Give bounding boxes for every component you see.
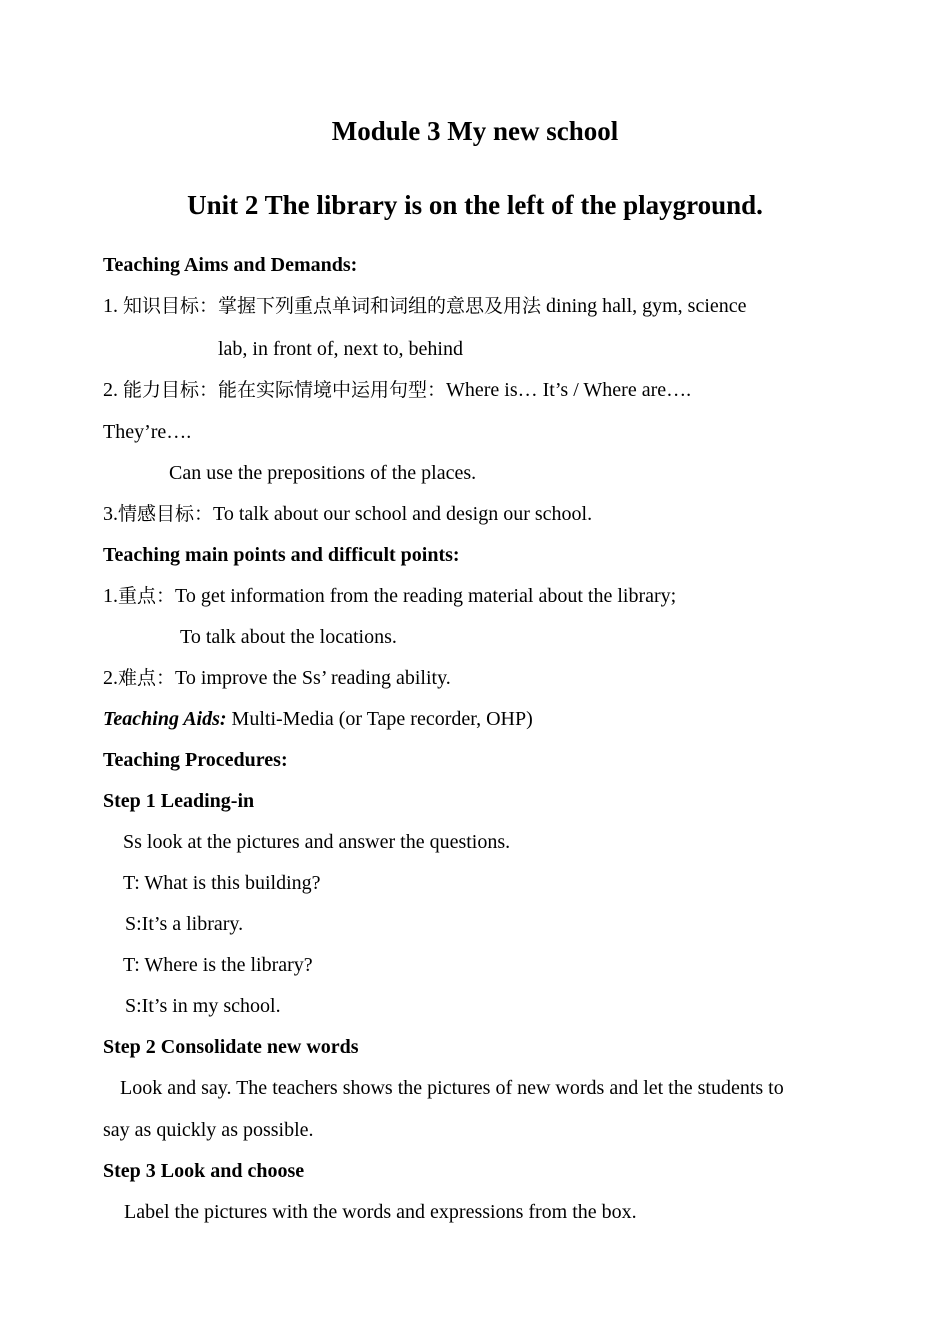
aim-3 [103, 502, 592, 526]
aim-1-continued: lab, in front of, next to, behind [218, 338, 463, 360]
aim-3-number: 3. [103, 503, 118, 525]
step-3-line: Label the pictures with the words and expressions from the box. [124, 1201, 637, 1223]
aim-2-continued: They’re…. [103, 421, 192, 443]
point-1-continued: To talk about the locations. [180, 626, 397, 648]
document-title: Module 3 My new school [331, 116, 619, 146]
step-3-heading: Step 3 Look and choose [103, 1160, 305, 1182]
point-2-number: 2. [103, 667, 118, 689]
teaching-aids-label: Teaching Aids: [103, 708, 227, 730]
aim-3-english: To talk about our school and design our school. [213, 503, 593, 525]
procedures-heading: Teaching Procedures: [103, 749, 288, 771]
step-1-line: S:It’s in my school. [125, 995, 281, 1017]
aim-2-chinese: 能力目标：能在实际情境中运用句型： [123, 379, 447, 401]
aim-2 [103, 378, 691, 402]
points-heading: Teaching main points and difficult points: [103, 544, 460, 566]
point-1-number: 1. [103, 585, 118, 607]
aim-1-chinese: 知识目标：掌握下列重点单词和词组的意思及用法 [123, 295, 542, 317]
step-1-line: S:It’s a library. [125, 913, 244, 935]
point-2 [103, 666, 451, 690]
aim-1 [103, 294, 747, 318]
step-1-line: Ss look at the pictures and answer the questions. [123, 831, 511, 853]
point-1 [103, 584, 676, 608]
teaching-aids-text: Multi-Media (or Tape recorder, OHP) [226, 708, 533, 730]
aim-3-chinese: 情感目标： [118, 503, 214, 525]
aim-2-number: 2. [103, 379, 123, 401]
step-2-line: Look and say. The teachers shows the pictures of new words and let the students to [120, 1077, 784, 1099]
step-1-line: T: Where is the library? [123, 954, 313, 976]
aim-1-english: dining hall, gym, science [541, 295, 747, 317]
aim-1-number: 1. [103, 295, 123, 317]
teaching-aids [103, 707, 533, 731]
step-2-line: say as quickly as possible. [103, 1119, 314, 1141]
point-2-chinese: 难点： [118, 667, 176, 689]
aims-heading: Teaching Aims and Demands: [103, 254, 358, 276]
document-subtitle: Unit 2 The library is on the left of the playground. [187, 190, 763, 220]
step-1-heading: Step 1 Leading-in [103, 790, 255, 812]
aim-2-prepositions: Can use the prepositions of the places. [169, 462, 477, 484]
point-2-english: To improve the Ss’ reading ability. [175, 667, 451, 689]
point-1-chinese: 重点： [118, 585, 176, 607]
point-1-english: To get information from the reading material about the library; [175, 585, 677, 607]
step-2-heading: Step 2 Consolidate new words [103, 1036, 359, 1058]
aim-2-english: Where is… It’s / Where are…. [446, 379, 692, 401]
step-1-line: T: What is this building? [123, 872, 321, 894]
